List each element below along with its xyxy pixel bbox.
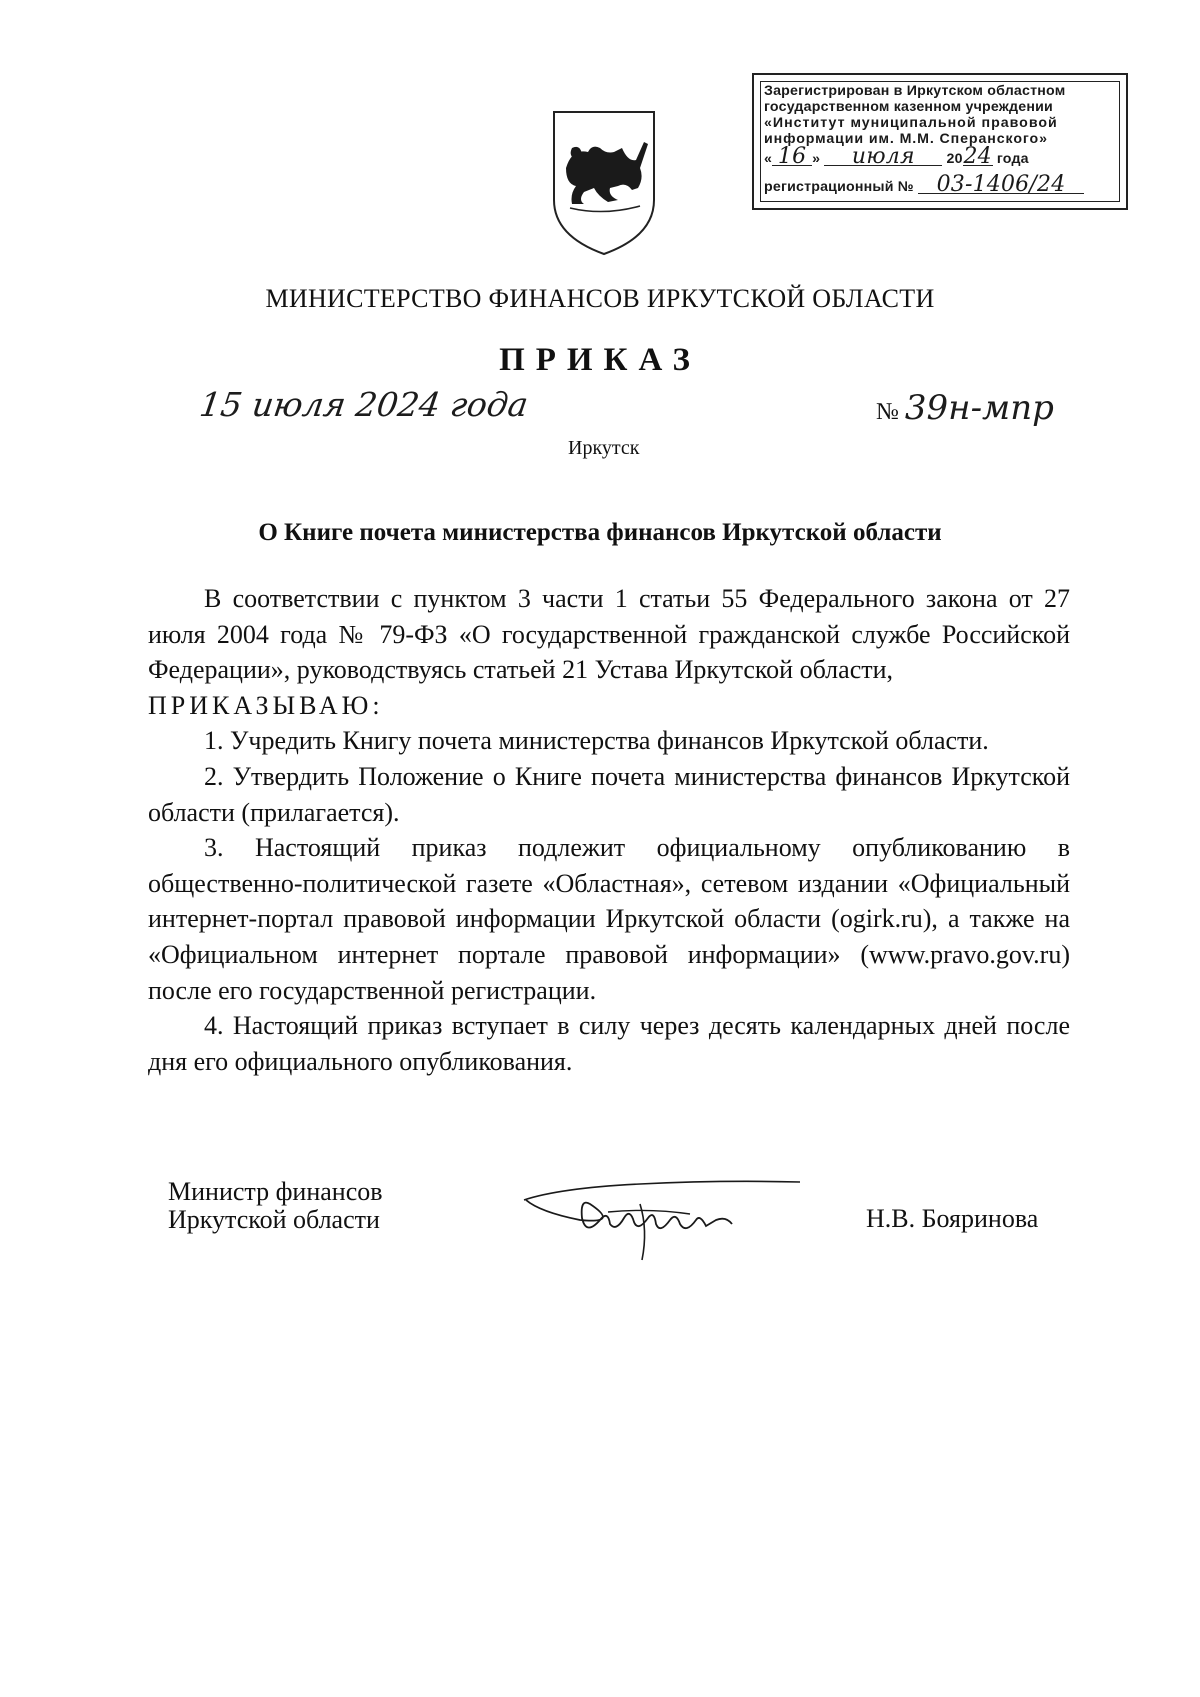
- order-number-label: №: [876, 399, 899, 425]
- stamp-day-close: »: [812, 151, 821, 167]
- stamp-reg-line: [764, 172, 1084, 201]
- stamp-reg-number: 03-1406/24: [918, 177, 1084, 194]
- irkutsk-coat-of-arms-icon: [548, 108, 660, 258]
- order-directive: ПРИКАЗЫВАЮ:: [148, 690, 384, 720]
- stamp-line-2: государственном казенном учреждении: [764, 99, 1053, 115]
- city-name: Иркутск: [568, 437, 640, 459]
- stamp-date-line: [764, 144, 1029, 173]
- stamp-year-suffix: 24: [963, 144, 992, 169]
- ministry-name: МИНИСТЕРСТВО ФИНАНСОВ ИРКУТСКОЙ ОБЛАСТИ: [265, 284, 935, 313]
- order-number: 39н-мпр: [904, 388, 1054, 428]
- document-type-heading: ПРИКАЗ: [499, 342, 701, 378]
- registration-stamp: [752, 73, 1128, 210]
- stamp-line-3: «Институт муниципальной правовой: [764, 115, 1058, 131]
- handwritten-signature: [520, 1160, 810, 1275]
- order-number-block: [876, 388, 1054, 428]
- stamp-month: июля: [824, 149, 942, 166]
- stamp-day: 16: [772, 149, 812, 166]
- signer-position-line-2: Иркутской области: [168, 1205, 380, 1234]
- order-date: 15 июля 2024 года: [197, 385, 531, 424]
- signature-scribble-icon: [520, 1160, 810, 1270]
- order-item-2: 2. Утвердить Положение о Книге почета министерства финансов Иркутской области (прилагается).: [148, 761, 1070, 827]
- order-item-4: 4. Настоящий приказ вступает в силу через десять календарных дней после дня его официального опубликования.: [148, 1011, 1070, 1076]
- signer-position-line-1: Министр финансов: [168, 1177, 383, 1206]
- order-item-1: 1. Учредить Книгу почета министерства финансов Иркутской области.: [204, 726, 989, 756]
- coat-of-arms-emblem: [548, 108, 660, 263]
- document-title: О Книге почета министерства финансов Иркутской области: [258, 519, 942, 546]
- stamp-year-word: года: [996, 151, 1029, 167]
- document-body: [148, 581, 1070, 1079]
- stamp-reg-label: регистрационный №: [764, 179, 914, 195]
- signer-position: [168, 1178, 383, 1234]
- stamp-year-prefix: 20: [946, 151, 963, 167]
- order-item-3: 3. Настоящий приказ подлежит официальному опубликованию в общественно-политической газете «Областная», сетевом издании «Официальный интернет-портал правовой информации Иркутской области (ogirk.ru), а также на «Официальном интернет портале правовой информации» (www.pravo.gov.ru) после его государственной регистрации.: [148, 833, 1070, 1005]
- signer-name: Н.В. Бояринова: [866, 1204, 1039, 1233]
- stamp-line-1: Зарегистрирован в Иркутском областном: [764, 83, 1066, 99]
- stamp-day-open: «: [764, 151, 773, 167]
- preamble-paragraph: В соответствии с пунктом 3 части 1 статьи 55 Федерального закона от 27 июля 2004 года № 79-ФЗ «О государственной гражданской службе Российской Федерации», руководствуясь статьей 21 Устава Иркутской области,: [148, 584, 1070, 685]
- stamp-line-4: информации им. М.М. Сперанского»: [764, 131, 1048, 147]
